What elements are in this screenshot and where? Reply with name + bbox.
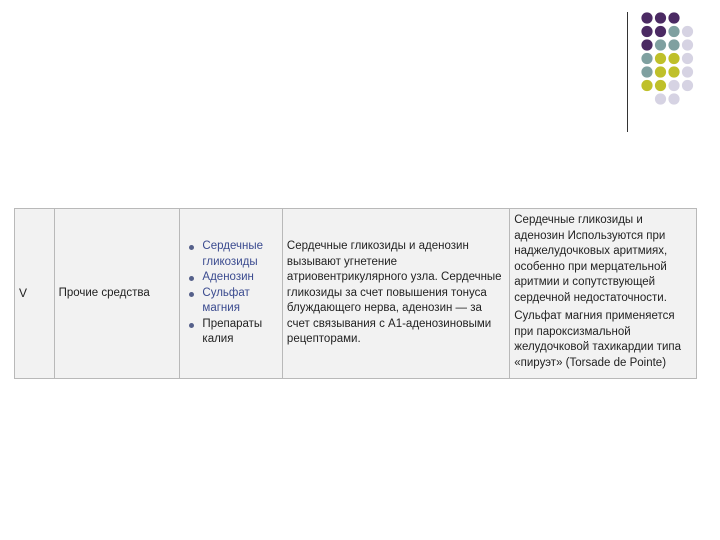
decorative-dot — [668, 66, 679, 77]
drug-classification-table — [14, 208, 697, 379]
decorative-dot — [668, 80, 679, 91]
decorative-dot — [682, 39, 693, 50]
class-name-cell: Прочие средства — [54, 209, 180, 379]
decorative-dot — [682, 80, 693, 91]
decorative-dot-grid — [0, 0, 720, 130]
decorative-dot — [655, 26, 666, 37]
indications-cell — [510, 209, 697, 379]
drug-name[interactable]: Сульфат магния — [202, 286, 250, 315]
decorative-dot — [655, 39, 666, 50]
decorative-dot — [641, 53, 652, 64]
decorative-dot — [668, 26, 679, 37]
decorative-dot — [682, 66, 693, 77]
class-number-cell: V — [15, 209, 55, 379]
drug-name: Препараты калия — [202, 317, 263, 346]
decorative-dot — [682, 53, 693, 64]
decorative-dot — [668, 53, 679, 64]
decorative-dot — [655, 53, 666, 64]
decorative-dot — [668, 12, 679, 23]
mechanism-cell: Сердечные гликозиды и аденозин вызывают угнетение атриовентрикулярного узла. Сердечные гликозиды за счет повышения тонуса блуждающего нерва, аденозин — за счет связывания с А1-аденозиновыми рецепторами. — [282, 209, 509, 379]
decorative-dot — [655, 80, 666, 91]
table-row — [15, 209, 697, 379]
decorative-dot — [655, 66, 666, 77]
decorative-dot — [655, 93, 666, 104]
list-item — [184, 317, 278, 348]
drug-list — [184, 239, 278, 348]
drug-name[interactable]: Аденозин — [202, 271, 254, 284]
indication-paragraph: Сердечные гликозиды и аденозин Используются при наджелудочковых аритмиях, особенно при мерцательной аритмии и сопутствующей сердечной недостаточности. — [514, 214, 668, 304]
decorative-dot — [682, 26, 693, 37]
decorative-dot — [641, 26, 652, 37]
indication-paragraph: Сульфат магния применяется при пароксизмальной желудочковой тахикардии типа «пируэт» (Torsade de Pointe) — [514, 310, 682, 369]
decorative-dot — [641, 80, 652, 91]
decorative-dot — [641, 12, 652, 23]
drug-name[interactable]: Сердечные гликозиды — [202, 240, 263, 268]
decorative-dot — [655, 12, 666, 23]
drugs-cell — [180, 209, 283, 379]
decorative-dot — [641, 66, 652, 77]
decorative-dot — [641, 39, 652, 50]
decorative-dot — [668, 39, 679, 50]
list-item[interactable] — [184, 270, 278, 286]
decorative-vertical-line — [627, 12, 628, 132]
list-item[interactable] — [184, 286, 278, 317]
decorative-dot — [668, 93, 679, 104]
list-item[interactable] — [184, 239, 278, 270]
